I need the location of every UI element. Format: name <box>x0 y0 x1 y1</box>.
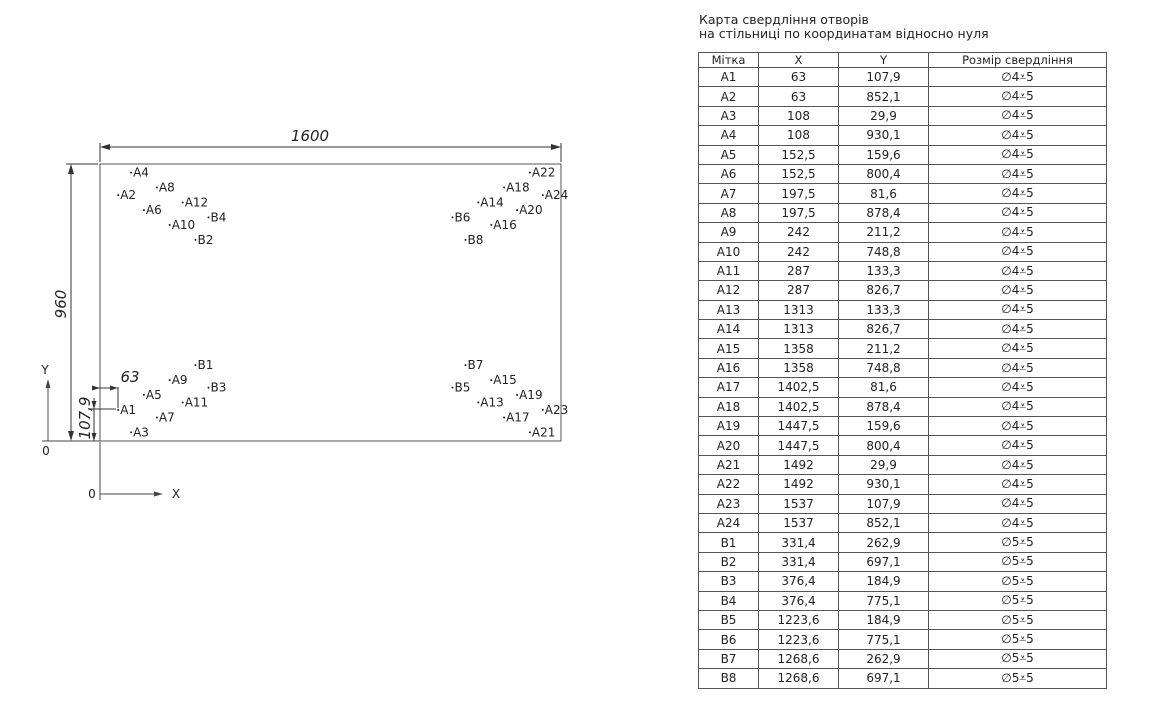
hole-a12 <box>182 202 184 204</box>
cell-mark: A18 <box>699 397 759 416</box>
hole-a21 <box>529 431 531 433</box>
table-row <box>699 610 1107 629</box>
cell-x: 1447,5 <box>759 417 839 436</box>
cell-y: 262,9 <box>839 533 929 552</box>
table-row <box>699 145 1107 164</box>
cell-mark: A12 <box>699 281 759 300</box>
table-title-line2: на стільниці по координатам відносно нуля <box>699 26 989 41</box>
cell-mark: A11 <box>699 261 759 280</box>
y-axis-label: Y <box>41 363 49 377</box>
cell-size: ∅5⩡5 <box>929 669 1107 688</box>
x-axis-label: X <box>171 487 181 501</box>
hole-label: B3 <box>210 380 227 395</box>
width-dimension-label: 1600 <box>290 127 330 145</box>
x-axis <box>88 442 180 501</box>
cell-y: 133,3 <box>839 261 929 280</box>
cell-size: ∅4⩡5 <box>929 339 1107 358</box>
table-row <box>699 184 1107 203</box>
cell-size: ∅4⩡5 <box>929 513 1107 532</box>
hole-label: B6 <box>454 210 471 225</box>
cell-size: ∅4⩡5 <box>929 164 1107 183</box>
cell-mark: A15 <box>699 339 759 358</box>
cell-y: 159,6 <box>839 145 929 164</box>
cell-size: ∅5⩡5 <box>929 610 1107 629</box>
table-row <box>699 242 1107 261</box>
table-row <box>699 106 1107 125</box>
cell-mark: B5 <box>699 610 759 629</box>
cell-y: 775,1 <box>839 630 929 649</box>
table-row <box>699 281 1107 300</box>
cell-y: 107,9 <box>839 68 929 87</box>
hole-label: A11 <box>184 395 209 410</box>
cell-x: 287 <box>759 261 839 280</box>
cell-size: ∅5⩡5 <box>929 630 1107 649</box>
hole-label: B5 <box>454 380 471 395</box>
hole-a13 <box>477 402 479 404</box>
width-dimension <box>100 127 561 162</box>
cell-x: 63 <box>759 87 839 106</box>
cell-y: 29,9 <box>839 106 929 125</box>
hole-a23 <box>542 409 544 411</box>
hole-b1 <box>195 364 197 366</box>
cell-size: ∅4⩡5 <box>929 68 1107 87</box>
cell-y: 211,2 <box>839 223 929 242</box>
cell-y: 878,4 <box>839 203 929 222</box>
hole-a11 <box>182 402 184 404</box>
cell-size: ∅4⩡5 <box>929 300 1107 319</box>
table-row <box>699 533 1107 552</box>
cell-mark: B7 <box>699 649 759 668</box>
cell-x: 331,4 <box>759 552 839 571</box>
table-row <box>699 572 1107 591</box>
hole-label: B1 <box>197 358 214 373</box>
cell-mark: A13 <box>699 300 759 319</box>
table-header-row <box>699 53 1107 68</box>
cell-size: ∅4⩡5 <box>929 106 1107 125</box>
hole-label: A21 <box>531 425 556 440</box>
cell-mark: A23 <box>699 494 759 513</box>
header-y: Y <box>839 53 929 68</box>
cell-x: 108 <box>759 126 839 145</box>
hole-a7 <box>156 417 158 419</box>
hole-label: A5 <box>145 387 162 402</box>
hole-label: A15 <box>493 373 517 388</box>
cell-y: 826,7 <box>839 320 929 339</box>
cell-mark: B1 <box>699 533 759 552</box>
hole-a17 <box>503 417 505 419</box>
table-row <box>699 126 1107 145</box>
cell-x: 152,5 <box>759 145 839 164</box>
hole-b8 <box>465 239 467 241</box>
table-row <box>699 164 1107 183</box>
cell-y: 826,7 <box>839 281 929 300</box>
cell-size: ∅5⩡5 <box>929 572 1107 591</box>
table-row <box>699 261 1107 280</box>
cell-y: 81,6 <box>839 184 929 203</box>
hole-a16 <box>490 224 492 226</box>
hole-label: A18 <box>506 180 530 195</box>
hole-label: A4 <box>133 165 149 180</box>
cell-size: ∅5⩡5 <box>929 552 1107 571</box>
cell-y: 852,1 <box>839 513 929 532</box>
hole-b2 <box>195 239 197 241</box>
cell-size: ∅4⩡5 <box>929 203 1107 222</box>
cell-size: ∅4⩡5 <box>929 494 1107 513</box>
table-row <box>699 669 1107 688</box>
cell-y: 697,1 <box>839 552 929 571</box>
cell-y: 29,9 <box>839 455 929 474</box>
hole-a1 <box>117 409 119 411</box>
hole-a8 <box>156 187 158 189</box>
cell-mark: B4 <box>699 591 759 610</box>
cell-x: 376,4 <box>759 572 839 591</box>
cell-y: 878,4 <box>839 397 929 416</box>
cell-x: 197,5 <box>759 184 839 203</box>
hole-a10 <box>169 224 171 226</box>
hole-a24 <box>542 194 544 196</box>
hole-label: A19 <box>519 387 543 402</box>
hole-a2 <box>117 194 119 196</box>
hole-b3 <box>208 387 210 389</box>
table-title-line1: Карта свердління отворів <box>699 12 869 27</box>
cell-x: 1447,5 <box>759 436 839 455</box>
hole-label: A1 <box>120 402 137 417</box>
cell-y: 852,1 <box>839 87 929 106</box>
cell-x: 1223,6 <box>759 610 839 629</box>
hole-a18 <box>503 187 505 189</box>
cell-mark: A1 <box>699 68 759 87</box>
cell-x: 331,4 <box>759 533 839 552</box>
offset-y-label: 107,9 <box>76 396 94 440</box>
cell-x: 1402,5 <box>759 397 839 416</box>
hole-label: A14 <box>480 195 504 210</box>
cell-mark: A10 <box>699 242 759 261</box>
cell-x: 1358 <box>759 339 839 358</box>
table-row <box>699 378 1107 397</box>
cell-x: 242 <box>759 223 839 242</box>
cell-y: 800,4 <box>839 164 929 183</box>
cell-mark: A8 <box>699 203 759 222</box>
cell-x: 376,4 <box>759 591 839 610</box>
table-row <box>699 358 1107 377</box>
hole-a9 <box>169 379 171 381</box>
cell-size: ∅4⩡5 <box>929 281 1107 300</box>
cell-mark: B6 <box>699 630 759 649</box>
cell-y: 748,8 <box>839 242 929 261</box>
hole-label: A24 <box>544 188 569 203</box>
table-row <box>699 203 1107 222</box>
cell-x: 287 <box>759 281 839 300</box>
cell-x: 1492 <box>759 455 839 474</box>
cell-y: 775,1 <box>839 591 929 610</box>
cell-mark: A22 <box>699 475 759 494</box>
hole-a22 <box>529 172 531 174</box>
table-row <box>699 397 1107 416</box>
cell-size: ∅5⩡5 <box>929 649 1107 668</box>
cell-mark: A21 <box>699 455 759 474</box>
cell-size: ∅4⩡5 <box>929 358 1107 377</box>
table-row <box>699 494 1107 513</box>
hole-label: A10 <box>171 217 196 232</box>
drilling-table <box>698 52 1107 689</box>
cell-x: 197,5 <box>759 203 839 222</box>
cell-mark: A16 <box>699 358 759 377</box>
hole-label: A23 <box>544 402 569 417</box>
cell-size: ∅4⩡5 <box>929 475 1107 494</box>
cell-y: 107,9 <box>839 494 929 513</box>
cell-size: ∅4⩡5 <box>929 223 1107 242</box>
table-row <box>699 649 1107 668</box>
header-size: Розмір свердління <box>929 53 1107 68</box>
cell-size: ∅5⩡5 <box>929 591 1107 610</box>
hole-a14 <box>477 202 479 204</box>
table-row <box>699 87 1107 106</box>
x-origin-label: 0 <box>88 487 96 501</box>
cell-y: 184,9 <box>839 572 929 591</box>
cell-x: 1402,5 <box>759 378 839 397</box>
hole-label: A2 <box>120 188 137 203</box>
cell-x: 242 <box>759 242 839 261</box>
cell-x: 1268,6 <box>759 669 839 688</box>
hole-label: A17 <box>506 410 530 425</box>
cell-x: 1223,6 <box>759 630 839 649</box>
hole-a6 <box>143 209 145 211</box>
cell-mark: A17 <box>699 378 759 397</box>
cell-size: ∅4⩡5 <box>929 320 1107 339</box>
cell-y: 262,9 <box>839 649 929 668</box>
table-row <box>699 630 1107 649</box>
hole-label: A9 <box>171 373 188 388</box>
hole-label: A20 <box>519 203 543 218</box>
hole-a19 <box>516 394 518 396</box>
cell-mark: A2 <box>699 87 759 106</box>
hole-b4 <box>208 216 210 218</box>
cell-mark: A24 <box>699 513 759 532</box>
cell-x: 1358 <box>759 358 839 377</box>
offset-x-label: 63 <box>120 368 140 386</box>
cell-y: 800,4 <box>839 436 929 455</box>
cell-y: 697,1 <box>839 669 929 688</box>
hole-b7 <box>465 364 467 366</box>
cell-x: 108 <box>759 106 839 125</box>
cell-y: 930,1 <box>839 126 929 145</box>
table-row <box>699 68 1107 87</box>
cell-size: ∅4⩡5 <box>929 261 1107 280</box>
table-row <box>699 552 1107 571</box>
cell-y: 133,3 <box>839 300 929 319</box>
y-origin-label: 0 <box>42 444 50 458</box>
table-row <box>699 436 1107 455</box>
cell-x: 1537 <box>759 494 839 513</box>
hole-label: A6 <box>145 203 162 218</box>
hole-label: A8 <box>158 180 175 195</box>
table-row <box>699 591 1107 610</box>
table-row <box>699 300 1107 319</box>
hole-a4 <box>130 172 132 174</box>
cell-size: ∅4⩡5 <box>929 126 1107 145</box>
cell-mark: A7 <box>699 184 759 203</box>
cell-size: ∅4⩡5 <box>929 87 1107 106</box>
cell-x: 1492 <box>759 475 839 494</box>
table-title <box>699 13 989 41</box>
cell-mark: A5 <box>699 145 759 164</box>
header-mark: Мітка <box>699 53 759 68</box>
table-row <box>699 475 1107 494</box>
cell-size: ∅4⩡5 <box>929 184 1107 203</box>
cell-y: 81,6 <box>839 378 929 397</box>
cell-x: 1268,6 <box>759 649 839 668</box>
table-row <box>699 223 1107 242</box>
hole-b6 <box>452 216 454 218</box>
hole-label: A7 <box>158 410 175 425</box>
cell-size: ∅4⩡5 <box>929 397 1107 416</box>
table-row <box>699 417 1107 436</box>
hole-a15 <box>490 379 492 381</box>
hole-label: A22 <box>531 165 556 180</box>
cell-x: 63 <box>759 68 839 87</box>
cell-mark: B3 <box>699 572 759 591</box>
hole-label: A13 <box>480 395 504 410</box>
table-row <box>699 455 1107 474</box>
table-row <box>699 339 1107 358</box>
cell-x: 1313 <box>759 320 839 339</box>
cell-y: 748,8 <box>839 358 929 377</box>
hole-label: A3 <box>133 425 149 440</box>
cell-mark: A6 <box>699 164 759 183</box>
hole-a20 <box>516 209 518 211</box>
cell-x: 152,5 <box>759 164 839 183</box>
cell-y: 159,6 <box>839 417 929 436</box>
hole-label: B8 <box>467 232 484 247</box>
cell-mark: A20 <box>699 436 759 455</box>
cell-x: 1313 <box>759 300 839 319</box>
hole-a5 <box>143 394 145 396</box>
cell-mark: A3 <box>699 106 759 125</box>
cell-mark: A19 <box>699 417 759 436</box>
cell-size: ∅5⩡5 <box>929 533 1107 552</box>
hole-label: A12 <box>184 195 209 210</box>
cell-size: ∅4⩡5 <box>929 436 1107 455</box>
table-row <box>699 513 1107 532</box>
hole-label: B4 <box>210 210 227 225</box>
cell-mark: A9 <box>699 223 759 242</box>
hole-b5 <box>452 387 454 389</box>
cell-y: 184,9 <box>839 610 929 629</box>
hole-label: A16 <box>493 217 517 232</box>
cell-y: 211,2 <box>839 339 929 358</box>
holes-layer <box>117 166 568 440</box>
table-row <box>699 320 1107 339</box>
cell-size: ∅4⩡5 <box>929 378 1107 397</box>
cell-size: ∅4⩡5 <box>929 145 1107 164</box>
cell-mark: A4 <box>699 126 759 145</box>
hole-a3 <box>130 431 132 433</box>
cell-mark: B2 <box>699 552 759 571</box>
cell-size: ∅4⩡5 <box>929 455 1107 474</box>
cell-size: ∅4⩡5 <box>929 242 1107 261</box>
cell-size: ∅4⩡5 <box>929 417 1107 436</box>
table-body <box>699 68 1107 689</box>
cell-x: 1537 <box>759 513 839 532</box>
cell-mark: A14 <box>699 320 759 339</box>
height-dimension-label: 960 <box>52 289 70 319</box>
header-x: X <box>759 53 839 68</box>
cell-y: 930,1 <box>839 475 929 494</box>
hole-label: B7 <box>467 358 484 373</box>
cell-mark: B8 <box>699 669 759 688</box>
hole-label: B2 <box>197 232 214 247</box>
